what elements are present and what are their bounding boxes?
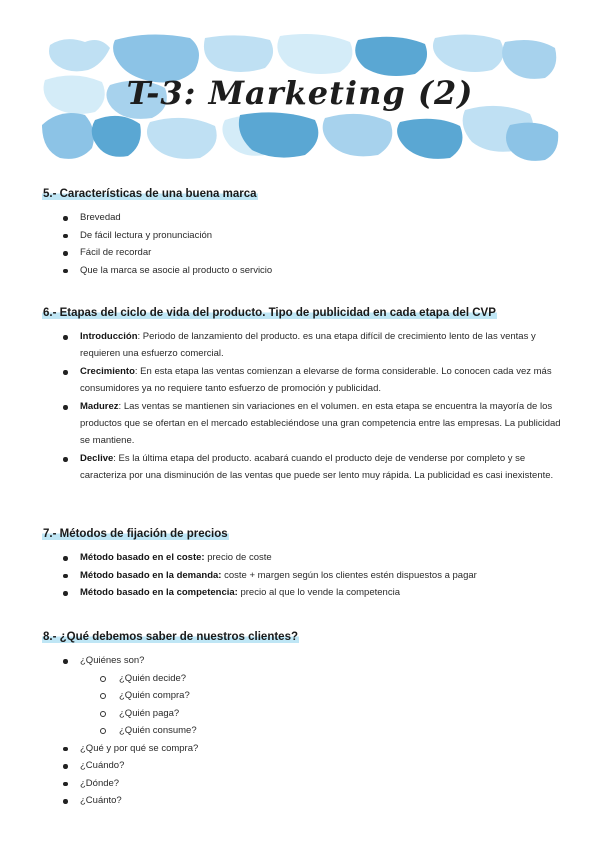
blob (277, 34, 352, 74)
list-item: ¿Dónde? (42, 775, 562, 793)
blob (433, 34, 504, 72)
method-term: Método basado en el coste: (80, 552, 205, 563)
section-heading: 7.- Métodos de fijación de precios (43, 528, 228, 540)
stage-term: Madurez (80, 401, 119, 412)
stage-text: : Es la última etapa del producto. acabará cuando el producto deje de venderse por completo y se caracteriza por una disminución de las ventas que puede ser lento muy rápida. La publicidad es casi inexistente. (80, 453, 554, 481)
list-item: ¿Qué y por qué se compra? (42, 740, 562, 758)
bullet-list (42, 652, 562, 670)
list-item (42, 567, 562, 585)
stage-term: Declive (80, 453, 114, 464)
sub-list-item: ¿Quién decide? (42, 670, 562, 688)
section-know-your-customers (42, 627, 562, 810)
stage-text: : Las ventas se mantienen sin variaciones en el volumen. en esta etapa se encuentra la mayoría de los productos que se ofertan en el mercado estableciéndose una gran competencia entre las empresas. La publicidad se mantiene. (80, 401, 561, 446)
sub-bullet-list (42, 670, 562, 740)
sub-list-item: ¿Quién compra? (42, 687, 562, 705)
blob (147, 118, 217, 159)
section-heading: 5.- Características de una buena marca (43, 188, 257, 200)
method-term: Método basado en la demanda: (80, 569, 222, 581)
method-term: Método basado en la competencia: (80, 587, 238, 598)
section-heading: 6.- Etapas del ciclo de vida del producto. Tipo de publicidad en cada etapa del CVP (43, 307, 496, 319)
stage-term: Crecimiento (80, 366, 135, 377)
list-item (42, 584, 562, 602)
method-text: coste + margen según los clientes estén dispuestos a pagar (221, 569, 477, 581)
list-item: ¿Cuándo? (42, 757, 562, 775)
blob (42, 113, 94, 159)
stage-term: Introducción (80, 331, 138, 342)
section-pricing-methods (42, 524, 562, 602)
blob (323, 114, 393, 156)
list-item: Brevedad (42, 209, 562, 227)
bullet-list (42, 549, 562, 602)
blob (355, 37, 427, 76)
page-title: T-3: Marketing (2) (126, 74, 474, 112)
list-item (42, 363, 562, 397)
section-heading: 8.- ¿Qué debemos saber de nuestros clientes? (43, 631, 298, 643)
list-item: ¿Quiénes son? (42, 652, 562, 670)
list-item: Que la marca se asocie al producto o servicio (42, 262, 562, 280)
section-product-life-cycle (42, 303, 562, 485)
blob (92, 116, 141, 157)
stage-text: : En esta etapa las ventas comienzan a elevarse de forma considerable. Lo conocen cada vez más consumidores ya no requiere tanto esfuerzo de promoción y publicidad. (80, 366, 552, 394)
section-brand-characteristics (42, 184, 562, 279)
list-item (42, 328, 562, 362)
list-item (42, 549, 562, 567)
sub-list-item: ¿Quién consume? (42, 722, 562, 740)
list-item (42, 398, 562, 449)
bullet-list (42, 740, 562, 810)
blob (204, 35, 273, 72)
bullet-list (42, 328, 562, 484)
stage-text: : Periodo de lanzamiento del producto. es una etapa difícil de crecimiento lento de las ventas y requieren una esfuerzo comercial. (80, 331, 536, 359)
list-item: Fácil de recordar (42, 244, 562, 262)
method-text: precio al que lo vende la competencia (237, 587, 400, 598)
list-item: De fácil lectura y pronunciación (42, 227, 562, 245)
blob (397, 119, 462, 159)
list-item: ¿Cuánto? (42, 792, 562, 810)
method-text: precio de coste (204, 552, 272, 563)
blob (49, 39, 110, 71)
list-item (42, 450, 562, 484)
blob (506, 123, 558, 161)
sub-list-item: ¿Quién paga? (42, 705, 562, 723)
bullet-list (42, 209, 562, 279)
